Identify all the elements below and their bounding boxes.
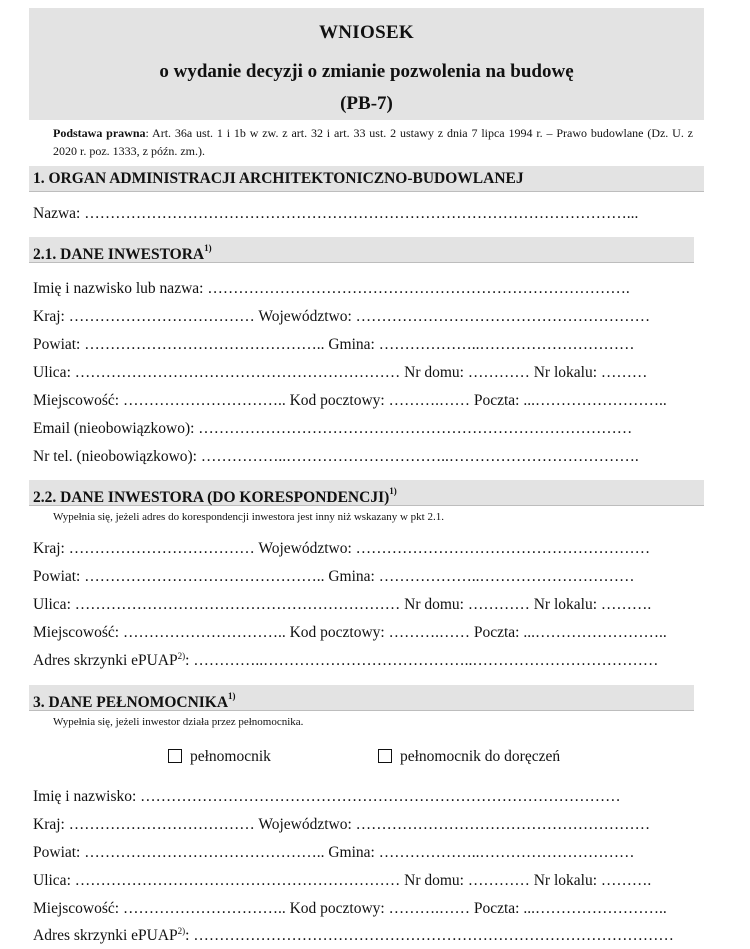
section-3-note: Wypełnia się, jeżeli inwestor działa przez pełnomocnika. [53, 716, 304, 728]
proxy-checkbox[interactable] [168, 748, 271, 766]
proxy-country-voivodeship-field[interactable]: Kraj: ……………………………… Województwo: ………………………………………………… [33, 816, 651, 833]
section-1-header [29, 166, 704, 192]
investor-phone-field[interactable]: Nr tel. (nieobowiązkowo): ……………..…………………………..………………………………. [33, 448, 639, 465]
organ-name-field[interactable]: Nazwa: ……………………………………………………………………………………………... [33, 205, 639, 222]
checkbox-icon[interactable] [168, 749, 182, 763]
proxy-locality-field[interactable]: Miejscowość: ………………………….. Kod pocztowy: ……….…… Poczta: ...…………………….. [33, 900, 667, 917]
legal-basis [53, 124, 693, 160]
delivery-proxy-checkbox-label: pełnomocnik do doręczeń [400, 748, 561, 765]
footnote-ref: 2) [177, 652, 186, 661]
form-code: (PB-7) [340, 93, 393, 114]
section-1-title: 1. ORGAN ADMINISTRACJI ARCHITEKTONICZNO-BUDOWLANEJ [33, 170, 524, 187]
corr-epuap-field[interactable] [33, 652, 703, 670]
epuap-dots: : …………..…………………………………..……………………………… [185, 652, 659, 669]
corr-county-commune-field[interactable]: Powiat: ……………………………………….. Gmina: ………………..………………………… [33, 568, 635, 585]
proxy-epuap-field[interactable] [33, 927, 703, 945]
investor-country-voivodeship-field[interactable]: Kraj: ……………………………… Województwo: ………………………………………………… [33, 308, 651, 325]
form-header [29, 8, 704, 120]
epuap-label: Adres skrzynki ePUAP [33, 927, 178, 944]
section-2-2-header [29, 480, 704, 506]
investor-street-field[interactable]: Ulica: ……………………………………………………… Nr domu: ………… Nr lokalu: ……… [33, 364, 648, 381]
delivery-proxy-checkbox[interactable] [378, 748, 560, 766]
proxy-name-field[interactable]: Imię i nazwisko: ………………………………………………………………………………… [33, 788, 621, 805]
proxy-street-field[interactable]: Ulica: ……………………………………………………… Nr domu: ………… Nr lokalu: ………. [33, 872, 652, 889]
corr-country-voivodeship-field[interactable]: Kraj: ……………………………… Województwo: ………………………………………………… [33, 540, 651, 557]
section-2-2-note: Wypełnia się, jeżeli adres do korespondencji inwestora jest inny niż wskazany w pkt 2.1. [53, 511, 444, 523]
section-2-2-title: 2.2. DANE INWESTORA (DO KORESPONDENCJI) [33, 489, 390, 507]
section-2-1-title: 2.1. DANE INWESTORA [33, 246, 205, 264]
legal-basis-text: : Art. 36a ust. 1 i 1b w zw. z art. 32 i art. 33 ust. 2 ustawy z dnia 7 lipca 1994 r. – Prawo budowlane (Dz. U. z 2020 r. poz. 1333, z późn. zm.). [53, 126, 693, 158]
epuap-dots: : ………………………………………………………………………………… [185, 927, 674, 944]
footnote-ref: 1) [228, 691, 236, 701]
section-2-1-header [29, 237, 694, 263]
corr-street-field[interactable]: Ulica: ……………………………………………………… Nr domu: ………… Nr lokalu: ………. [33, 596, 652, 613]
investor-email-field[interactable]: Email (nieobowiązkowo): ………………………………………………………………………… [33, 420, 633, 437]
investor-county-commune-field[interactable]: Powiat: ……………………………………….. Gmina: ………………..………………………… [33, 336, 635, 353]
proxy-county-commune-field[interactable]: Powiat: ……………………………………….. Gmina: ………………..………………………… [33, 844, 635, 861]
footnote-ref: 1) [204, 243, 212, 253]
investor-locality-field[interactable]: Miejscowość: ………………………….. Kod pocztowy: ……….…… Poczta: ...…………………….. [33, 392, 667, 409]
corr-locality-field[interactable]: Miejscowość: ………………………….. Kod pocztowy: ……….…… Poczta: ...…………………….. [33, 624, 667, 641]
form-subtitle: o wydanie decyzji o zmianie pozwolenia na budowę [159, 61, 574, 82]
section-3-title: 3. DANE PEŁNOMOCNIKA [33, 694, 229, 712]
section-3-header [29, 685, 694, 711]
form-title: WNIOSEK [318, 22, 414, 43]
investor-name-field[interactable]: Imię i nazwisko lub nazwa: ………………………………………………………………………. [33, 280, 630, 297]
footnote-ref: 2) [177, 927, 186, 936]
footnote-ref: 1) [389, 486, 397, 496]
proxy-checkbox-label: pełnomocnik [190, 748, 271, 765]
legal-basis-label: Podstawa prawna [53, 126, 146, 140]
checkbox-icon[interactable] [378, 749, 392, 763]
epuap-label: Adres skrzynki ePUAP [33, 652, 178, 669]
